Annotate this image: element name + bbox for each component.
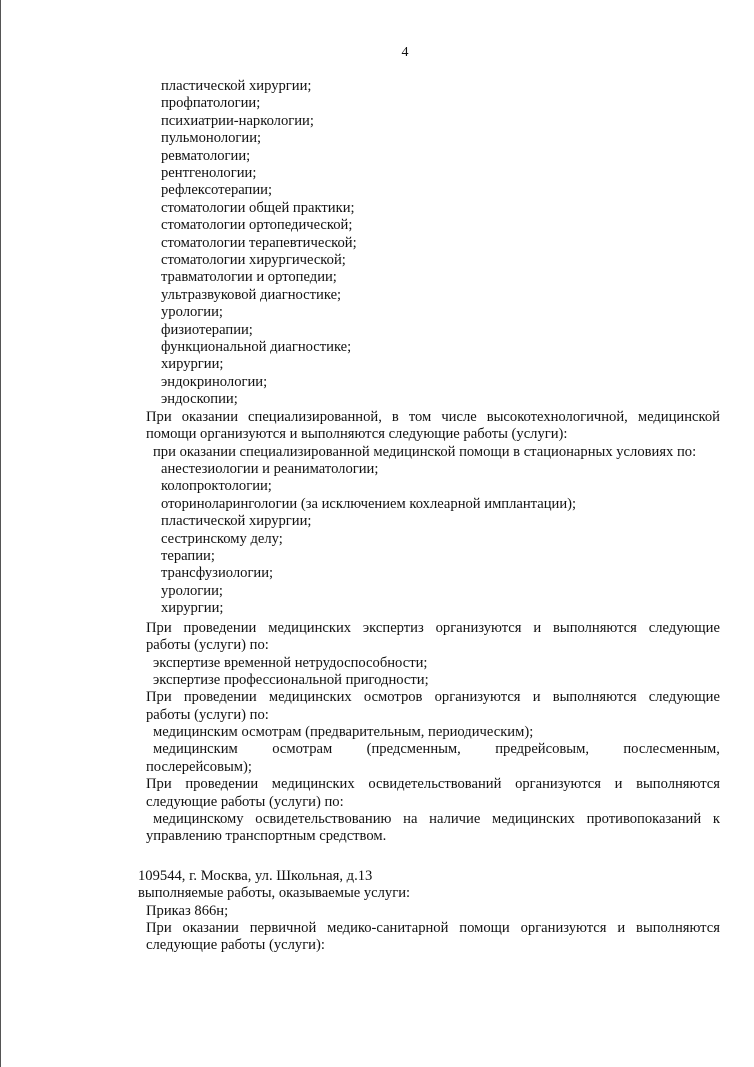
word: противопоказаний [586,811,702,827]
exams-item2-line1 [153,741,720,758]
page-number: 4 [401,45,409,60]
list-item: анестезиологии и реаниматологии; [161,461,379,477]
word: и [532,689,541,705]
list-item: хирургии; [161,356,224,373]
list-item: стоматологии терапевтической; [161,234,357,251]
address: 109544, г. Москва, ул. Школьная, д.13 [138,868,373,884]
primary-care-paragraph-line1 [146,920,720,937]
list-item: рентгенологии; [161,165,257,181]
certification-item-line2: управлению транспортным средством. [146,828,387,844]
word: выполняются [552,689,637,705]
word: При [146,689,172,705]
word: освидетельствованию [255,811,392,827]
exams-item2-line2: послерейсовым); [146,759,252,775]
exams-paragraph-line2: работы (услуги) по: [146,707,269,723]
word: осмотрам [272,741,333,757]
word: специализированной, [248,409,382,425]
word: выполняются [636,920,720,936]
list-item: ревматологии; [161,147,251,164]
expertise-item: экспертизе временной нетрудоспособности; [153,655,428,671]
list-item: стоматологии хирургической; [161,252,346,268]
works-label: выполняемые работы, оказываемые услуги: [138,885,411,901]
word: медицинской [637,409,720,425]
word: и [533,620,542,636]
list-item: сестринскому делу; [161,530,283,547]
list-item: функциональной диагностике; [161,339,352,355]
list-item: травматологии и ортопедии; [161,269,337,286]
word: медицинскому [153,811,244,827]
list-item: психиатрии-наркологии; [161,112,314,129]
list-item: хирургии; [161,600,224,617]
word: проведении [183,620,257,636]
word: медицинских [492,811,575,827]
word: и [614,776,623,792]
word: первичной [249,920,317,936]
list-item: урологии; [161,582,223,599]
word: организуются [520,920,607,936]
word: освидетельствований [368,776,502,792]
word: медицинских [268,620,352,636]
word: и [617,920,626,936]
expertise-paragraph-line2: работы (услуги) по: [146,637,269,653]
word: медицинских [268,689,352,705]
word: следующие [648,620,720,636]
specialized-paragraph-line2: помощи организуются и выполняются следующие работы (услуги): [146,426,568,442]
word: При [146,776,172,792]
word: При [146,920,172,936]
list-item: урологии; [161,304,223,321]
list-item: трансфузиологии; [161,565,274,582]
list-item: физиотерапии; [161,321,253,338]
word: организуются [515,776,601,792]
word: на [403,811,418,827]
word: наличие [429,811,481,827]
exams-paragraph-line1 [146,689,720,706]
specialized-paragraph-line1 [146,409,720,426]
word: том [408,409,432,425]
order-reference: Приказ 866н; [146,903,229,919]
word: оказании [182,920,239,936]
list-item: стоматологии общей практики; [161,199,355,216]
word: числе [441,409,477,425]
word: следующие [648,689,720,705]
word: медико-санитарной [327,920,449,936]
list-item: профпатологии; [161,95,261,112]
expertise-item: экспертизе профессиональной пригодности; [153,672,429,688]
word: (предсменным, [366,741,461,757]
word: При [146,620,172,636]
word: выполняются [553,620,637,636]
certification-item-line1 [153,811,720,828]
specialized-sub-heading: при оказании специализированной медицинской помощи в стационарных условиях по: [153,444,697,460]
word: экспертиз [362,620,424,636]
exams-item: медицинским осмотрам (предварительным, периодическим); [153,724,534,740]
list-item: пластической хирургии; [161,513,312,530]
word: помощи [459,920,510,936]
word: осмотров [363,689,423,705]
certification-paragraph-line2: следующие работы (услуги) по: [146,794,344,810]
word: высокотехнологичной, [486,409,628,425]
primary-care-paragraph-line2: следующие работы (услуги): [146,937,325,953]
word: послесменным, [623,741,720,757]
word: При [146,409,172,425]
word: в [391,409,399,425]
list-item: эндоскопии; [161,391,238,408]
list-item: ультразвуковой диагностике; [161,286,342,303]
word: проведении [183,689,257,705]
word: медицинским [153,741,238,757]
expertise-paragraph-line1 [146,620,720,637]
word: оказании [181,409,239,425]
word: организуются [434,689,521,705]
list-item: колопроктологии; [161,478,272,495]
list-item: эндокринологии; [161,373,268,390]
word: проведении [185,776,259,792]
certification-paragraph-line1 [146,776,720,793]
list-item: пластической хирургии; [161,78,312,94]
word: выполняются [636,776,720,792]
word: организуются [435,620,522,636]
list-item: терапии; [161,548,215,564]
list-item: оториноларингологии (за исключением кохлеарной имплантации); [161,495,577,512]
word: медицинских [271,776,355,792]
list-item: рефлексотерапии; [161,182,273,199]
list-item: пульмонологии; [161,130,262,147]
list-item: стоматологии ортопедической; [161,217,353,234]
word: предрейсовым, [495,741,589,757]
word: к [712,811,720,827]
